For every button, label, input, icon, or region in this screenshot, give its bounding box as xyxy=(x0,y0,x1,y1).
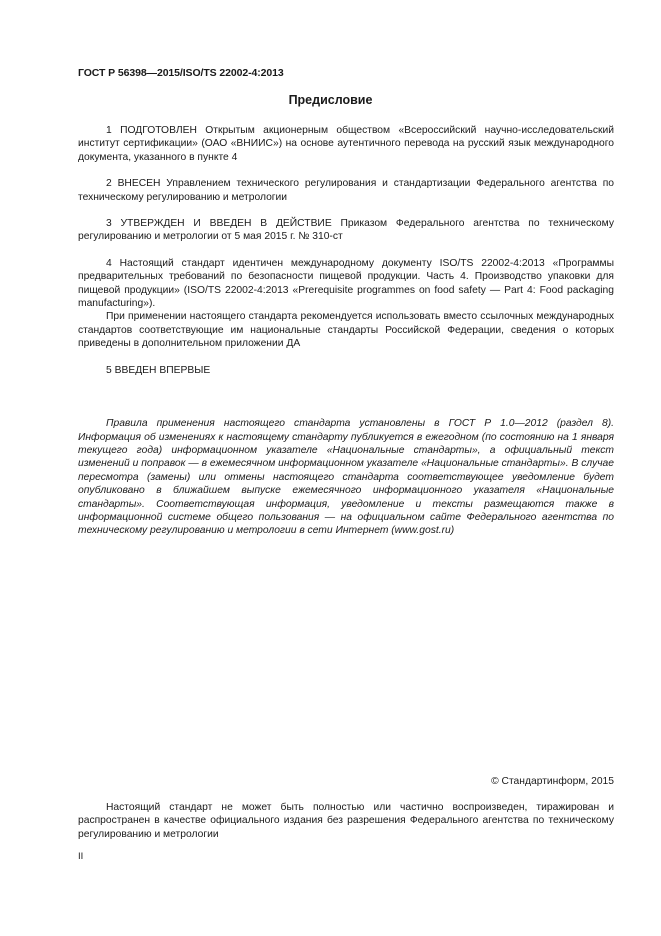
reproduction-notice xyxy=(78,801,614,841)
item-4-identical: 4 Настоящий стандарт идентичен международному документу ISO/TS 22002-4:2013 «Программы предварительных требований по безопасности пищевой продукции. Часть 4. Производство упаковки для пищевой продукции» (ISO/TS 22002-4:2013 «Prerequisite programmes on food safety — Part 4: Food packaging manufacturing»). xyxy=(78,257,614,310)
item-3-approved: 3 УТВЕРЖДЕН И ВВЕДЕН В ДЕЙСТВИЕ Приказом Федерального агентства по техническому регулированию и метрологии от 5 мая 2015 г. № 310-ст xyxy=(78,218,614,243)
rules-note: Правила применения настоящего стандарта установлены в ГОСТ Р 1.0—2012 (раздел 8). Информация об изменениях к настоящему стандарту публикуется в ежегодном (по состоянию на 1 января текущего года) информационном указателе «Национальные стандарты», а официальный текст изменений и поправок — в ежемесячном информационном указателе «Национальные стандарты». В случае пересмотра (замены) или отмены настоящего стандарта соответствующее уведомление будет опубликовано в ближайшем выпуске ежемесячного информационного указателя «Национальные стандарты». Соответствующая информация, уведомление и тексты размещаются также в информационной системе общего пользования — на официальном сайте Федерального агентства по техническому регулированию и метрологии в сети Интернет (www.gost.ru) xyxy=(78,418,614,537)
standard-code-header: ГОСТ Р 56398—2015/ISO/TS 22002-4:2013 xyxy=(78,67,284,79)
item-5-first-introduced: 5 ВВЕДЕН ВПЕРВЫЕ xyxy=(106,364,211,376)
reproduction-notice-text: Настоящий стандарт не может быть полностью или частично воспроизведен, тиражирован и распространен в качестве официального издания без разрешения Федерального агентства по техническому регулированию и метрологии xyxy=(78,802,614,840)
copyright: © Стандартинформ, 2015 xyxy=(491,776,614,787)
item-1-prepared: 1 ПОДГОТОВЛЕН Открытым акционерным обществом «Всероссийский научно-исследовательский институт сертификации» (ОАО «ВНИИС») на основе аутентичного перевода на русский язык международного документа, указанного в пункте 4 xyxy=(78,125,614,163)
item-4-application-note: При применении настоящего стандарта рекомендуется использовать вместо ссылочных международных стандартов соответствующие им национальные стандарты Российской Федерации, сведения о которых приведены в дополнительном приложении ДА xyxy=(78,311,614,350)
page-title: Предисловие xyxy=(288,93,373,107)
item-2-submitted: 2 ВНЕСЕН Управлением технического регулирования и стандартизации Федерального агентства по техническому регулированию и метрологии xyxy=(78,178,614,203)
foreword-body xyxy=(78,124,614,538)
page-number: II xyxy=(78,851,84,862)
